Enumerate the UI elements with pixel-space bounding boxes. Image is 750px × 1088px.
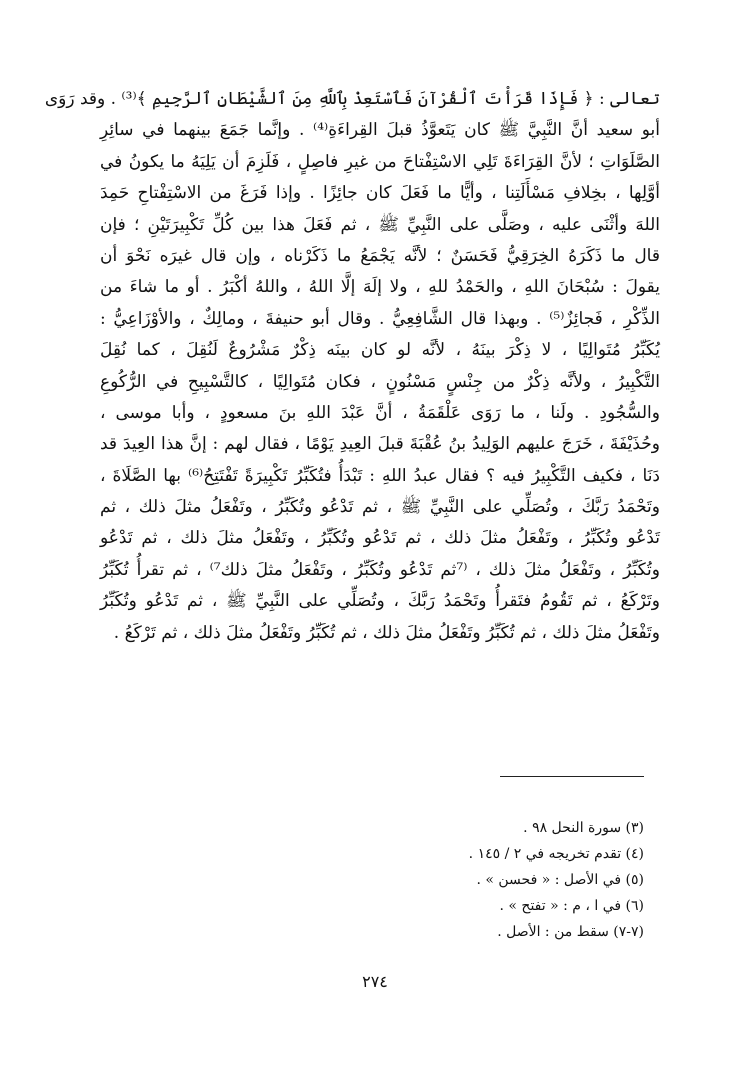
text-line: أبو سعيد أنَّ النَّبِيَّ ﷺ كان يَتَعوَّذُ قبلَ القِراءَةِ⁽⁴⁾ . وإنَّما جَمَعَ بينهما في سائِرِ xyxy=(100,120,660,141)
text-line: وتَرْكَعُ ، ثم تَقُومُ فتَقرأُ وتَحْمَدُ رَبَّكَ ، وتُصَلِّي على النَّبِيِّ ﷺ ، ثم تَدْعُو وتُكَبِّرُ xyxy=(100,591,660,612)
text-line: الذِّكْرِ ، فَجائِزٌ⁽⁵⁾ . وبهذا قال الشَّافِعِيُّ . وقال أبو حنيفةَ ، ومالِكٌ ، والأوْزَاعِيُّ : xyxy=(100,308,660,329)
text-line: دَنَا ، فكيف التَّكْبِيرُ فيه ؟ فقال عبدُ اللهِ : تَبْدَأُ فتُكَبِّرُ تَكْبِيرَةً تَفْتَتِحُ⁽⁶⁾ بها الصَّلَاةَ ، xyxy=(100,465,660,486)
footnote: (٥) في الأصل : « فحسن » . xyxy=(476,872,644,888)
text-line: قال ما ذَكَرَهُ الخِرَقِيُّ فَحَسَنٌ ؛ لأنَّه يَجْمَعُ ما ذَكَرْناه ، وإن قال غيرَه نَحْوَ أن xyxy=(100,245,660,266)
text-line: الصَّلَوَاتِ ؛ لأنَّ القِرَاءَةَ تَلِي الاسْتِفْتاحَ من غيرِ فاصِلٍ ، فَلَزِمَ أن يَلِيَهُ ما يكونُ في xyxy=(100,151,660,172)
text-line: أوَّلِها ، بخِلافِ مَسْأَلَتِنا ، وأيًّا ما فَعَلَ كان جائِزًا . وإذا فَرَغَ من الاسْتِفْتاحِ حَمِدَ xyxy=(100,183,660,204)
footnotes xyxy=(360,815,644,945)
text-line: وحُذَيْفَةَ ، خَرَجَ عليهم الوَلِيدُ بنُ عُقْبَةَ قبلَ العِيدِ يَوْمًا ، فقال لهم : إنَّ هذا العِيدَ قد xyxy=(100,434,660,455)
text-line: التَّكْبِيرُ ، ولأنَّه ذِكْرٌ من جِنْسٍ مَسْنُونٍ ، فكان مُتَوالِيًا ، كالتَّسْبِيحِ في الرُّكُوعِ xyxy=(100,371,660,392)
footnote-divider xyxy=(500,776,644,777)
text-line: يُكَبِّرُ مُتَوالِيًا ، لا ذِكْرَ بينَهُ ، لأنَّه لو كان بينَه ذِكْرٌ مَشْرُوعٌ لَنُقِلَ ، كما نُقِلَ xyxy=(100,340,660,361)
text-line: وتُكَبِّرُ ، وتَفْعَلُ مثلَ ذلك ، ⁽⁷ثم تَدْعُو وتُكَبِّرُ ، وتَفْعَلُ مثلَ ذلك⁷⁾ ، ثم تقرأُ تُكَبِّرُ xyxy=(100,559,660,580)
text-line: تعالى : ﴿ فَإِذَا قَرَأْتَ ٱلْقُرْآنَ فَٱسْتَعِذْ بِٱللَّهِ مِنَ ٱلشَّيْطَانِ ٱلرَّجِيمِ ﴾⁽³⁾ . وقد رَوَى xyxy=(44,89,660,109)
page-number: ٢٧٤ xyxy=(362,972,388,991)
text-line: وتَحْمَدُ رَبَّكَ ، وتُصَلِّي على النَّبِيِّ ﷺ ، ثم تَدْعُو وتُكَبِّرُ ، وتَفْعَلُ مثلَ ذلك ، ثم xyxy=(100,497,660,518)
footnote: (٦) في ا ، م : « تفتح » . xyxy=(499,898,644,914)
text-line: يقولَ : سُبْحَانَ اللهِ ، والحَمْدُ للهِ ، ولا إلَهَ إلَّا اللهُ ، واللهُ أكْبَرُ . أو ما شاءَ من xyxy=(100,277,660,298)
text-line: اللهَ وأثْنَى عليه ، وصَلَّى على النَّبِيِّ ﷺ ، ثم فَعَلَ هذا بين كُلِّ تَكْبِيرَتَيْنِ ؛ فإن xyxy=(100,214,660,235)
text-line: تَدْعُو وتُكَبِّرُ ، وتَفْعَلُ مثلَ ذلك ، ثم تَدْعُو وتُكَبِّرُ ، وتَفْعَلُ مثلَ ذلك ، ثم تَدْعُو xyxy=(100,528,660,549)
footnote: (٧-٧) سقط من : الأصل . xyxy=(497,924,644,940)
main-text xyxy=(44,84,660,649)
text-line: وتَفْعَلُ مثلَ ذلك ، ثم تُكَبِّرُ وتَفْعَلُ مثلَ ذلك ، ثم تُكَبِّرُ وتَفْعَلُ مثلَ ذلك ، ثم تَرْكَعُ . xyxy=(113,622,660,643)
text-line: والسُّجُودِ . ولَنا ، ما رَوَى عَلْقَمَةُ ، أنَّ عَبْدَ اللهِ بنَ مسعودٍ ، وأبا موسى ، xyxy=(100,402,660,423)
footnote: (٣) سورة النحل ٩٨ . xyxy=(523,820,644,836)
footnote: (٤) تقدم تخريجه في ٢ / ١٤٥ . xyxy=(468,846,644,862)
